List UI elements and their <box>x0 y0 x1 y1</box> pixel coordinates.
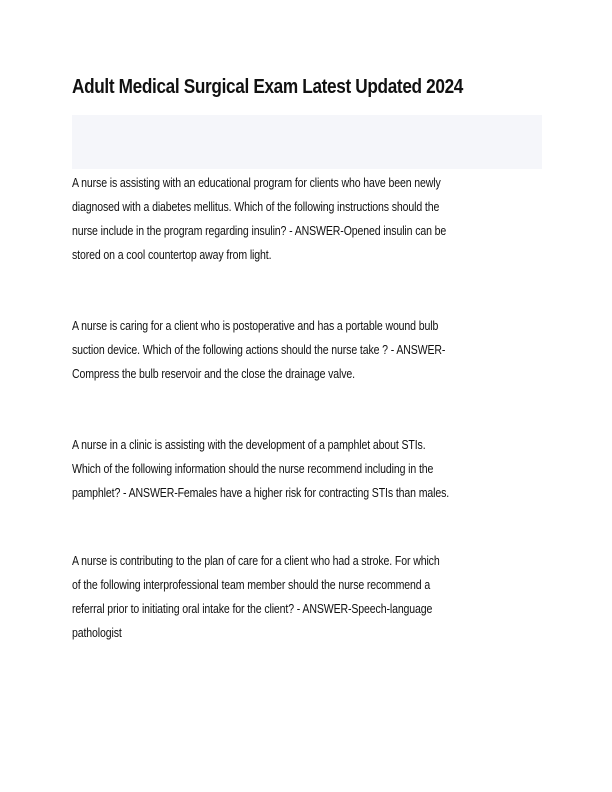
text-line: stored on a cool countertop away from light. <box>72 247 272 262</box>
text-line: referral prior to initiating oral intake for the client? - ANSWER-Speech-language <box>72 601 433 616</box>
text-line: nurse include in the program regarding insulin? - ANSWER-Opened insulin can be <box>72 223 447 238</box>
question-answer-1 <box>72 171 504 267</box>
text-line: of the following interprofessional team member should the nurse recommend a <box>72 577 431 592</box>
page-title: Adult Medical Surgical Exam Latest Updated 2024 <box>72 76 464 98</box>
text-line: diagnosed with a diabetes mellitus. Which of the following instructions should the <box>72 199 440 214</box>
text-line: Which of the following information should the nurse recommend including in the <box>72 461 434 476</box>
text-line: pamphlet? - ANSWER-Females have a higher risk for contracting STIs than males. <box>72 485 450 500</box>
question-answer-3 <box>72 433 504 505</box>
question-answer-2 <box>72 314 504 386</box>
text-line: A nurse is assisting with an educational program for clients who have been newly <box>72 175 441 190</box>
text-line: pathologist <box>72 625 122 640</box>
text-line: Compress the bulb reservoir and the close the drainage valve. <box>72 366 355 381</box>
header-banner <box>72 115 542 169</box>
text-line: A nurse in a clinic is assisting with the development of a pamphlet about STIs. <box>72 437 426 452</box>
text-line: A nurse is caring for a client who is postoperative and has a portable wound bulb <box>72 318 439 333</box>
question-answer-4 <box>72 549 504 645</box>
text-line: suction device. Which of the following actions should the nurse take ? - ANSWER- <box>72 342 446 357</box>
text-line: A nurse is contributing to the plan of care for a client who had a stroke. For which <box>72 553 440 568</box>
